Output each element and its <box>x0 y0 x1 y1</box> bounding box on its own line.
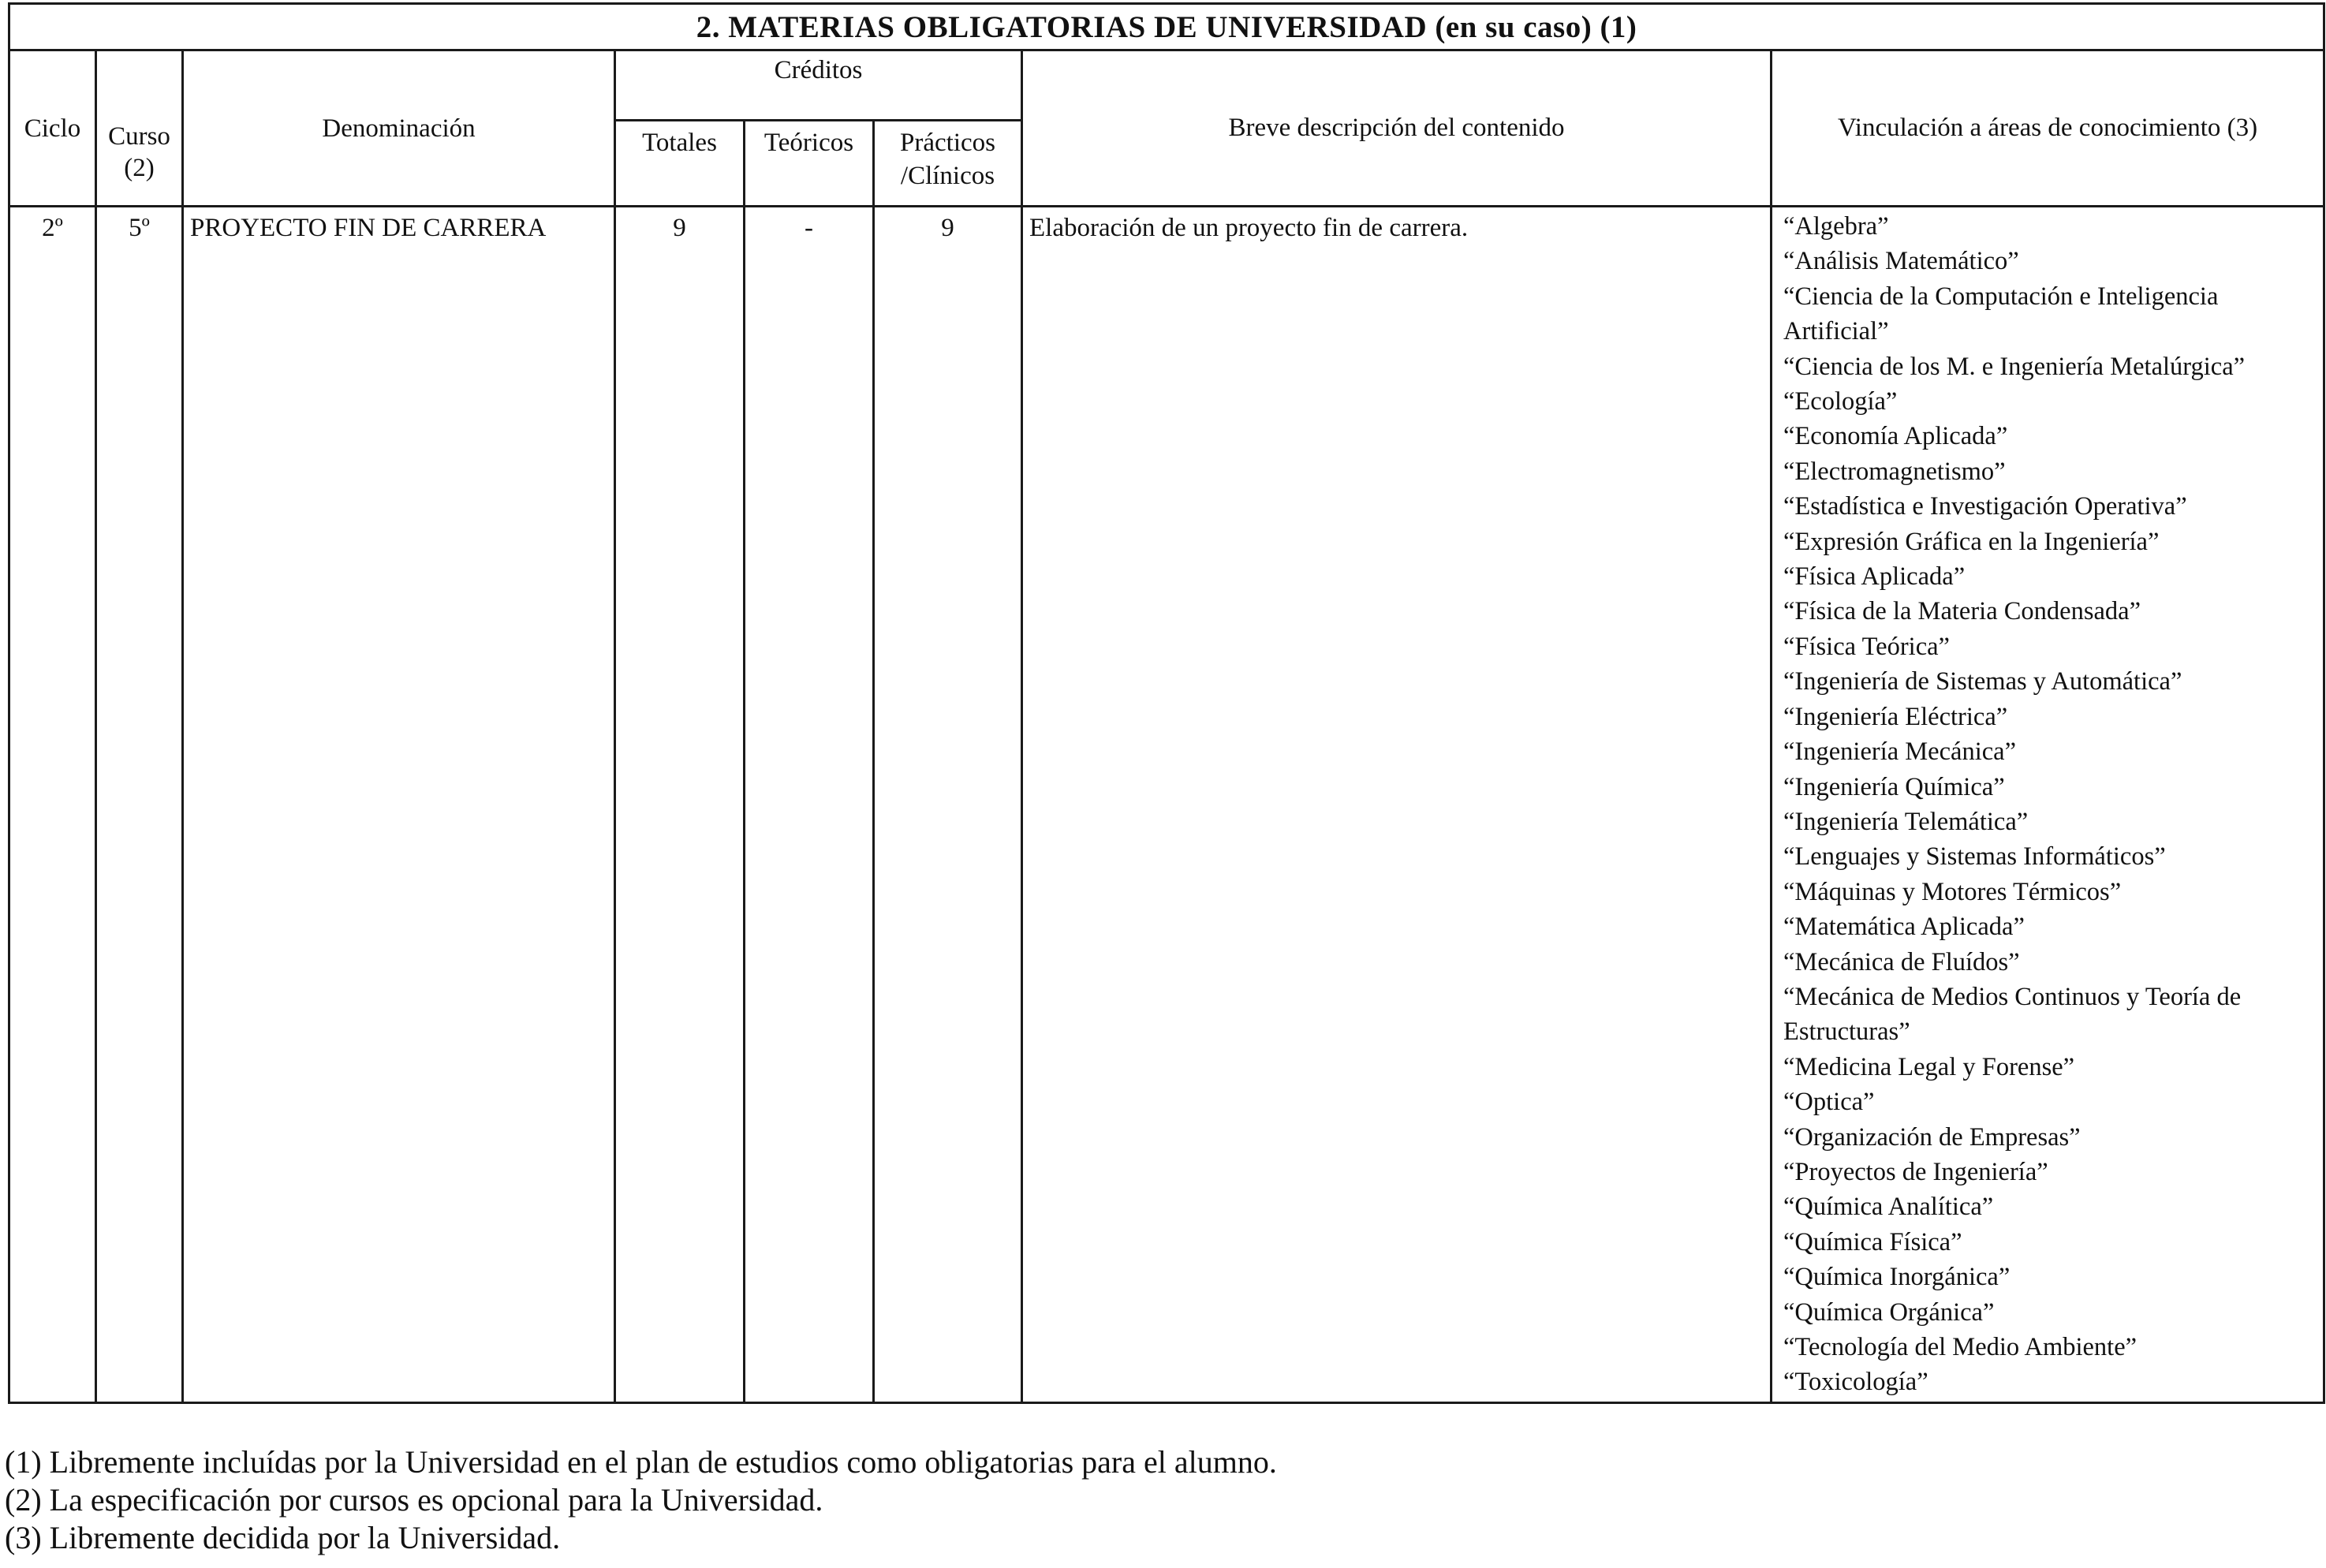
header-teoricos: Teóricos <box>745 121 874 207</box>
areas-list <box>1772 207 2323 1400</box>
list-item: “Matemática Aplicada” <box>1783 913 2025 942</box>
list-item: “Ingeniería de Sistemas y Automática” <box>1783 667 2182 696</box>
footnote-2: (2) La especificación por cursos es opcional para la Universidad. <box>5 1482 823 1518</box>
list-item: “Optica” <box>1783 1088 1875 1117</box>
header-totales: Totales <box>615 121 745 207</box>
cell-totales: 9 <box>615 207 745 1403</box>
list-item: “Ciencia de los M. e Ingeniería Metalúrgica” <box>1783 352 2246 381</box>
header-creditos: Créditos <box>615 50 1022 121</box>
list-item: “Química Física” <box>1783 1227 1962 1256</box>
cell-vinculacion <box>1772 207 2324 1403</box>
header-practicos <box>874 121 1022 207</box>
header-descripcion: Breve descripción del contenido <box>1022 50 1772 207</box>
list-item: “Lenguajes y Sistemas Informáticos” <box>1783 842 2166 872</box>
list-item: Artificial” <box>1783 317 1889 346</box>
list-item: “Ingeniería Telemática” <box>1783 807 2029 836</box>
footnote-3: (3) Libremente decidida por la Universidad. <box>5 1520 561 1555</box>
header-practicos-label: Prácticos <box>900 129 995 157</box>
list-item: “Química Analítica” <box>1783 1193 1994 1222</box>
subjects-table <box>8 2 2325 1404</box>
list-item: “Proyectos de Ingeniería” <box>1783 1157 2048 1186</box>
list-item: “Física Aplicada” <box>1783 562 1966 592</box>
list-item: Estructuras” <box>1783 1017 1910 1047</box>
list-item: “Física Teórica” <box>1783 632 1950 661</box>
footnotes <box>5 1443 1277 1557</box>
list-item: “Ciencia de la Computación e Inteligencia <box>1783 282 2219 311</box>
cell-denominacion: PROYECTO FIN DE CARRERA <box>183 207 615 1403</box>
list-item: “Mecánica de Medios Continuos y Teoría de <box>1783 982 2242 1011</box>
list-item: “Análisis Matemático” <box>1783 247 2019 276</box>
list-item: “Organización de Empresas” <box>1783 1122 2081 1152</box>
header-practicos-label-2: /Clínicos <box>900 162 995 190</box>
list-item: “Tecnología del Medio Ambiente” <box>1783 1333 2137 1361</box>
list-item: “Física de la Materia Condensada” <box>1783 597 2141 626</box>
header-ciclo: Ciclo <box>9 50 96 207</box>
header-curso-label: Curso <box>108 121 170 151</box>
list-item: “Electromagnetismo” <box>1783 457 2006 486</box>
table-title: 2. MATERIAS OBLIGATORIAS DE UNIVERSIDAD (en su caso) (1) <box>9 4 2324 50</box>
list-item: “Química Orgánica” <box>1783 1297 1995 1327</box>
header-vinculacion: Vinculación a áreas de conocimiento (3) <box>1772 50 2324 207</box>
list-item: “Ingeniería Eléctrica” <box>1783 702 2008 731</box>
list-item: “Estadística e Investigación Operativa” <box>1783 492 2187 521</box>
header-curso-note: (2) <box>124 153 155 182</box>
list-item: “Ecología” <box>1783 387 1898 416</box>
cell-practicos: 9 <box>874 207 1022 1403</box>
cell-curso: 5º <box>96 207 183 1403</box>
header-denominacion: Denominación <box>183 50 615 207</box>
list-item: “Medicina Legal y Forense” <box>1783 1052 2075 1081</box>
list-item: “Ingeniería Mecánica” <box>1783 737 2017 767</box>
cell-teoricos: - <box>745 207 874 1403</box>
list-item: “Toxicología” <box>1783 1368 1928 1397</box>
list-item: “Expresión Gráfica en la Ingeniería” <box>1783 527 2160 556</box>
footnote-1: (1) Libremente incluídas por la Universidad en el plan de estudios como obligatorias para el alumno. <box>5 1444 1277 1480</box>
list-item: “Mecánica de Fluídos” <box>1783 947 2020 976</box>
list-item: “Economía Aplicada” <box>1783 422 2008 451</box>
cell-descripcion: Elaboración de un proyecto fin de carrera. <box>1022 207 1772 1403</box>
list-item: “Ingeniería Química” <box>1783 772 2005 801</box>
list-item: “Algebra” <box>1783 212 1889 241</box>
list-item: “Química Inorgánica” <box>1783 1263 2011 1292</box>
header-curso <box>96 50 183 207</box>
cell-ciclo: 2º <box>9 207 96 1403</box>
table-row <box>9 207 2324 1403</box>
list-item: “Máquinas y Motores Térmicos” <box>1783 877 2122 906</box>
